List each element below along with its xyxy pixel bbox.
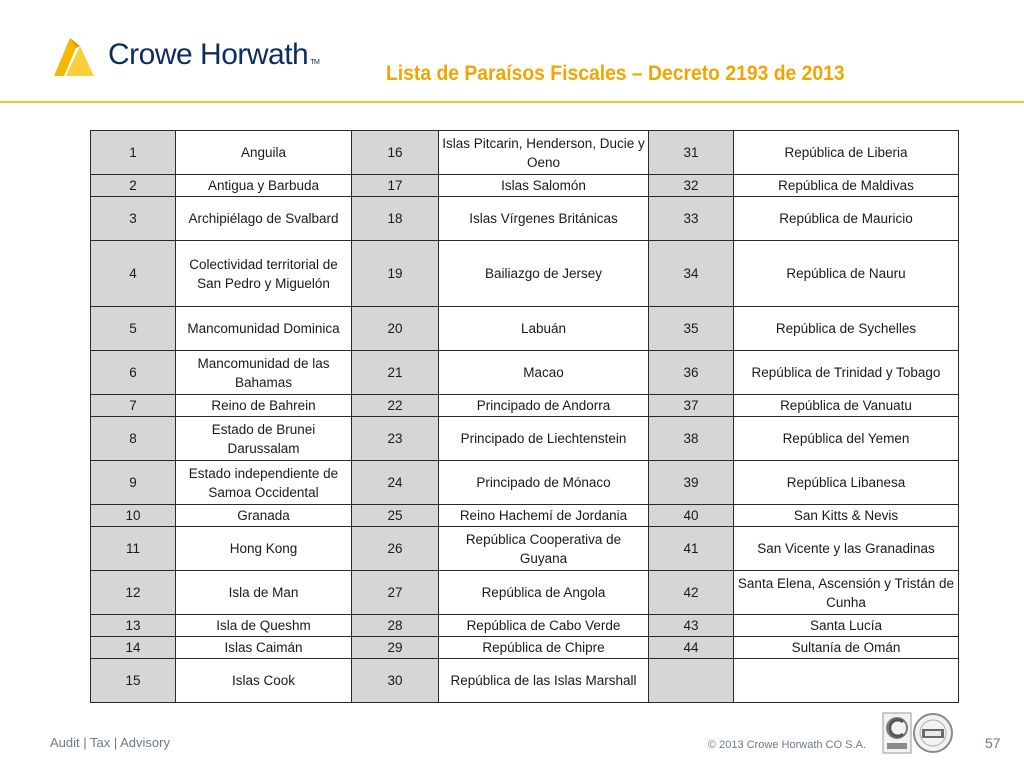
jurisdiction-name: Estado independiente de Samoa Occidental [176,461,352,505]
jurisdiction-name: Islas Vírgenes Británicas [439,197,649,241]
jurisdiction-name: Archipiélago de Svalbard [176,197,352,241]
page-title: Lista de Paraísos Fiscales – Decreto 2193 de 2013 [386,62,845,85]
entry-number: 30 [352,659,439,703]
jurisdiction-name: Mancomunidad Dominica [176,307,352,351]
entry-number: 6 [91,351,176,395]
entry-number: 17 [352,175,439,197]
table-row [91,197,959,241]
jurisdiction-name: República de las Islas Marshall [439,659,649,703]
entry-number: 19 [352,241,439,307]
entry-number: 3 [91,197,176,241]
entry-number: 34 [649,241,734,307]
crowe-horwath-logo-icon [50,32,106,78]
jurisdiction-name: Islas Cook [176,659,352,703]
entry-number: 44 [649,637,734,659]
jurisdiction-name: Santa Elena, Ascensión y Tristán de Cunha [734,571,959,615]
entry-number: 11 [91,527,176,571]
entry-number: 14 [91,637,176,659]
jurisdiction-name: Principado de Mónaco [439,461,649,505]
footer-copyright: © 2013 Crowe Horwath CO S.A. [708,739,866,751]
entry-number: 41 [649,527,734,571]
entry-number: 21 [352,351,439,395]
jurisdiction-name: Sultanía de Omán [734,637,959,659]
entry-number: 37 [649,395,734,417]
entry-number: 7 [91,395,176,417]
jurisdiction-name: San Kitts & Nevis [734,505,959,527]
iso-certification-seal-icon [882,712,912,754]
jurisdiction-name: República de Mauricio [734,197,959,241]
entry-number: 24 [352,461,439,505]
table-row [91,307,959,351]
footer-services: Audit | Tax | Advisory [50,735,170,750]
jurisdiction-name: República de Angola [439,571,649,615]
logo-wordmark: Crowe Horwath TM [108,38,320,71]
table-row [91,351,959,395]
jurisdiction-name: Isla de Man [176,571,352,615]
jurisdiction-name: República del Yemen [734,417,959,461]
jurisdiction-name: Antigua y Barbuda [176,175,352,197]
jurisdiction-name: República de Cabo Verde [439,615,649,637]
header-divider [0,101,1024,103]
iqnet-certification-seal-icon [911,712,955,754]
entry-number: 40 [649,505,734,527]
jurisdiction-name: República de Liberia [734,131,959,175]
jurisdiction-name: Islas Caimán [176,637,352,659]
jurisdiction-name: Mancomunidad de las Bahamas [176,351,352,395]
jurisdiction-name: Santa Lucía [734,615,959,637]
jurisdiction-name: Principado de Andorra [439,395,649,417]
table-row [91,417,959,461]
jurisdiction-name: República de Trinidad y Tobago [734,351,959,395]
entry-number: 23 [352,417,439,461]
entry-number: 28 [352,615,439,637]
entry-number: 39 [649,461,734,505]
table-row [91,175,959,197]
jurisdiction-name: República Libanesa [734,461,959,505]
entry-number: 26 [352,527,439,571]
table-row [91,241,959,307]
entry-number: 20 [352,307,439,351]
entry-number: 31 [649,131,734,175]
table-row [91,527,959,571]
jurisdiction-name: Hong Kong [176,527,352,571]
jurisdiction-name: Anguila [176,131,352,175]
table-row [91,395,959,417]
jurisdiction-name: República de Maldivas [734,175,959,197]
jurisdiction-name: San Vicente y las Granadinas [734,527,959,571]
entry-number: 38 [649,417,734,461]
entry-number: 16 [352,131,439,175]
entry-number: 29 [352,637,439,659]
table-row [91,615,959,637]
table-row [91,505,959,527]
tax-havens-table [90,130,959,703]
jurisdiction-name: República de Nauru [734,241,959,307]
jurisdiction-name: Principado de Liechtenstein [439,417,649,461]
jurisdiction-name: Macao [439,351,649,395]
entry-number: 15 [91,659,176,703]
entry-number: 33 [649,197,734,241]
entry-number: 5 [91,307,176,351]
entry-number: 22 [352,395,439,417]
entry-number: 25 [352,505,439,527]
jurisdiction-name: República de Vanuatu [734,395,959,417]
jurisdiction-name: Bailiazgo de Jersey [439,241,649,307]
entry-number: 42 [649,571,734,615]
entry-number: 10 [91,505,176,527]
table-row [91,659,959,703]
jurisdiction-name: Islas Salomón [439,175,649,197]
jurisdiction-name: República de Chipre [439,637,649,659]
jurisdiction-name: Labuán [439,307,649,351]
jurisdiction-name: Islas Pitcarin, Henderson, Ducie y Oeno [439,131,649,175]
entry-number: 4 [91,241,176,307]
entry-number: 2 [91,175,176,197]
entry-number: 1 [91,131,176,175]
entry-number [649,659,734,703]
table-row [91,131,959,175]
jurisdiction-name: Estado de Brunei Darussalam [176,417,352,461]
jurisdiction-name: Reino Hachemí de Jordania [439,505,649,527]
table-row [91,637,959,659]
jurisdiction-name: República Cooperativa de Guyana [439,527,649,571]
jurisdiction-name: República de Sychelles [734,307,959,351]
entry-number: 27 [352,571,439,615]
entry-number: 32 [649,175,734,197]
jurisdiction-name: Isla de Queshm [176,615,352,637]
jurisdiction-name: Granada [176,505,352,527]
entry-number: 36 [649,351,734,395]
jurisdiction-name: Colectividad territorial de San Pedro y Miguelón [176,241,352,307]
entry-number: 18 [352,197,439,241]
jurisdiction-name [734,659,959,703]
entry-number: 35 [649,307,734,351]
entry-number: 8 [91,417,176,461]
entry-number: 43 [649,615,734,637]
logo-trademark: TM [310,59,320,66]
table-row [91,571,959,615]
entry-number: 9 [91,461,176,505]
entry-number: 13 [91,615,176,637]
entry-number: 12 [91,571,176,615]
table-row [91,461,959,505]
page-number: 57 [985,735,1001,751]
jurisdiction-name: Reino de Bahrein [176,395,352,417]
